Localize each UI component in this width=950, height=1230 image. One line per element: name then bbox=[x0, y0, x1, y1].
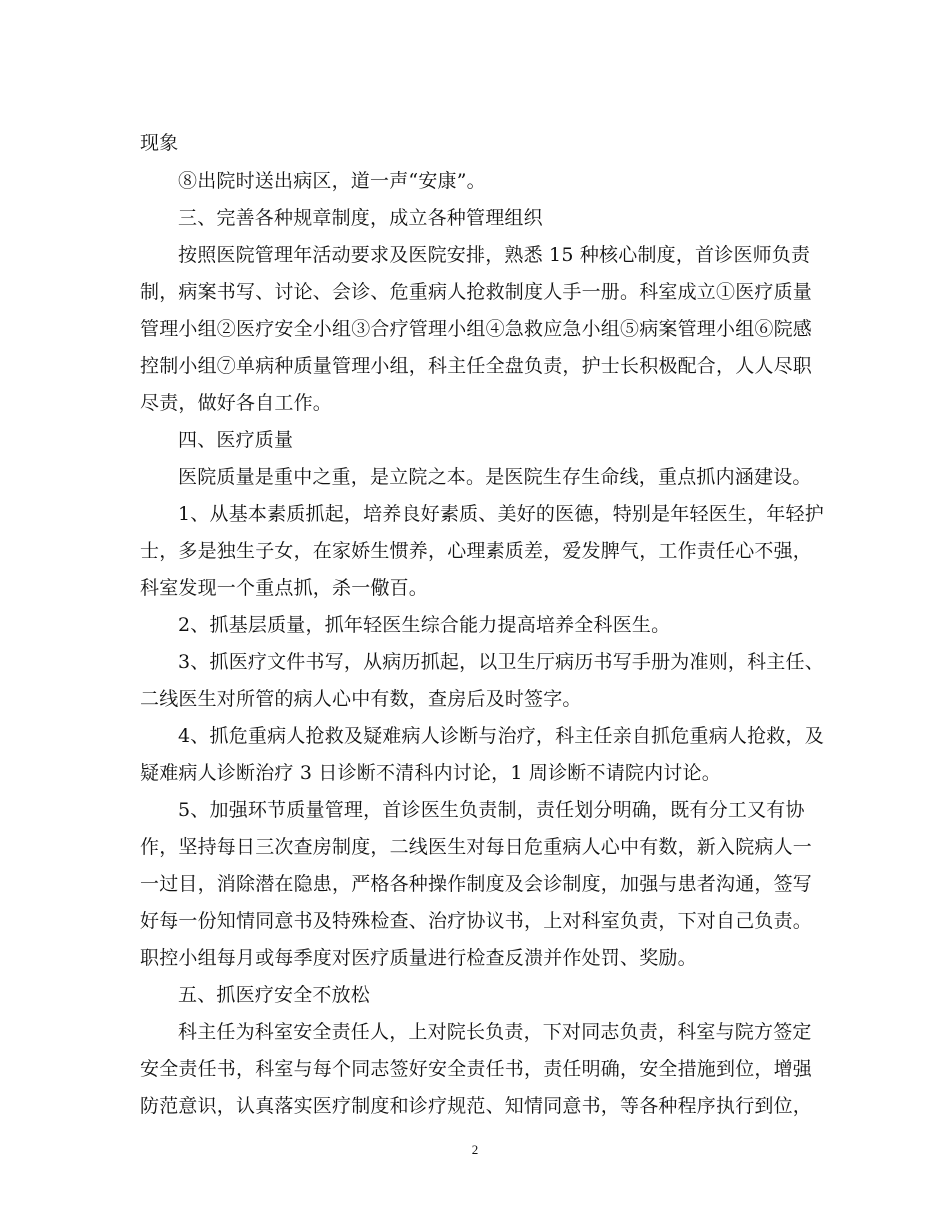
text-line: 按照医院管理年活动要求及医院安排，熟悉 15 种核心制度，首诊医师负责 bbox=[178, 244, 811, 266]
text-line: 士，多是独生子女，在家娇生惯养，心理素质差，爱发脾气，工作责任心不强， bbox=[140, 540, 813, 562]
text-line: 3、抓医疗文件书写，从病历抓起，以卫生厅病历书写手册为准则，科主任、 bbox=[178, 651, 824, 673]
text-line: 科室发现一个重点抓，杀一儆百。 bbox=[140, 577, 429, 599]
text-line: 安全责任书，科室与每个同志签好安全责任书，责任明确，安全措施到位，增强 bbox=[140, 1058, 813, 1080]
text-line: 2、抓基层质量，抓年轻医生综合能力提高培养全科医生。 bbox=[178, 614, 671, 636]
text-line: 二线医生对所管的病人心中有数，查房后及时签字。 bbox=[140, 688, 582, 710]
text-line: 职控小组每月或每季度对医疗质量进行检查反溃并作处罚、奖励。 bbox=[140, 947, 697, 969]
section-heading: 四、医疗质量 bbox=[178, 429, 294, 451]
text-line: 管理小组②医疗安全小组③合疗管理小组④急救应急小组⑤病案管理小组⑥院感 bbox=[140, 318, 813, 340]
text-line: 制，病案书写、讨论、会诊、危重病人抢救制度人手一册。科室成立①医疗质量 bbox=[140, 281, 813, 303]
text-line: 控制小组⑦单病种质量管理小组，科主任全盘负责，护士长积极配合，人人尽职 bbox=[140, 355, 813, 377]
text-line: 尽责，做好各自工作。 bbox=[140, 392, 333, 414]
text-line: 科主任为科室安全责任人，上对院长负责，下对同志负责，科室与院方签定 bbox=[178, 1021, 812, 1043]
text-line: ⑧出院时送出病区，道一声“安康”。 bbox=[178, 170, 486, 192]
section-heading: 五、抓医疗安全不放松 bbox=[178, 984, 371, 1006]
text-line: 5、加强环节质量管理，首诊医生负责制，责任划分明确，既有分工又有协 bbox=[178, 799, 805, 821]
text-line: 现象 bbox=[140, 132, 179, 154]
section-heading: 三、完善各种规章制度，成立各种管理组织 bbox=[178, 207, 543, 229]
text-line: 疑难病人诊断治疗 3 日诊断不清科内讨论，1 周诊断不请院内讨论。 bbox=[140, 762, 721, 784]
page-number: 2 bbox=[471, 1142, 479, 1157]
text-line: 4、抓危重病人抢救及疑难病人诊断与治疗，科主任亲自抓危重病人抢救，及 bbox=[178, 725, 824, 747]
text-line: 防范意识，认真落实医疗制度和诊疗规范、知情同意书，等各种程序执行到位， bbox=[140, 1095, 813, 1117]
text-line: 好每一份知情同意书及特殊检查、治疗协议书，上对科室负责，下对自己负责。 bbox=[140, 910, 813, 932]
text-line: 1、从基本素质抓起，培养良好素质、美好的医德，特别是年轻医生，年轻护 bbox=[178, 503, 824, 525]
text-line: 一过目，消除潜在隐患，严格各种操作制度及会诊制度，加强与患者沟通，签写 bbox=[140, 873, 813, 895]
text-line: 医院质量是重中之重，是立院之本。是医院生存生命线，重点抓内涵建设。 bbox=[178, 466, 812, 488]
text-line: 作，坚持每日三次查房制度，二线医生对每日危重病人心中有数，新入院病人一 bbox=[140, 836, 813, 858]
